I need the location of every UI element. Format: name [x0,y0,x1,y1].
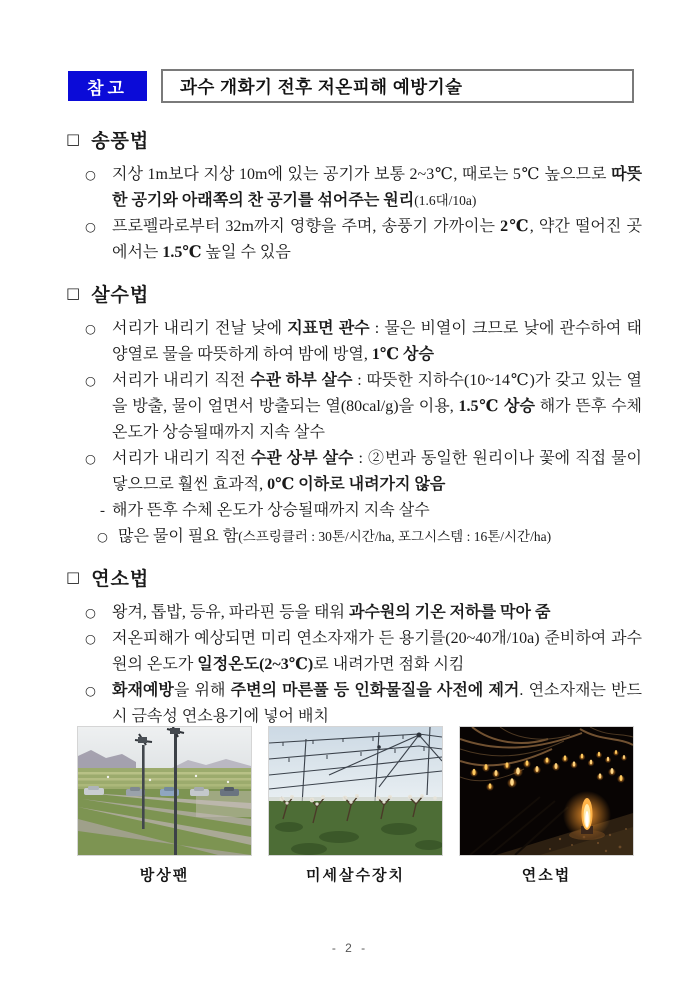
text-run: 2℃ [500,218,530,235]
list-item [66,524,642,550]
list-item [66,498,642,524]
photo-frost-fan [78,727,251,885]
section-header-sprinkling-method [66,280,642,307]
text-run: 지표면 관수 [287,320,370,337]
photo-caption: 미세살수장치 [306,867,405,884]
page-title: 과수 개화기 전후 저온피해 예방기술 [161,69,634,103]
bullet-circle-icon: ○ [85,631,96,646]
text-run: 수관 하부 살수 [250,372,353,389]
document-header [68,69,634,103]
photo-caption: 방상팬 [139,867,190,884]
document-body [66,120,642,730]
bullet-text [112,604,550,621]
list-item [66,368,642,446]
text-run: 따뜻한 공기와 아래쪽의 찬 공기를 섞어주는 원리 [112,166,642,209]
photo-caption: 연소법 [521,867,572,884]
text-run: 높일 수 있음 [201,244,291,261]
text-run: : 따뜻한 지하수(10~14℃)가 갖고 있는 열을 방출, 물이 얼면서 방출되는 열(80cal/g)을 이용, [112,372,642,415]
reference-badge: 참고 [68,71,147,101]
text-run: 프로펠라로부터 32m까지 영향을 주며, 송풍기 가까이는 [112,218,501,235]
section-square-icon: □ [66,568,81,586]
bullet-text [112,372,642,441]
section-square-icon: □ [66,130,81,148]
bullet-circle-icon: ○ [97,529,108,544]
text-run: 수관 상부 살수 [250,450,354,467]
bullet-text [112,682,642,725]
bullet-text [112,218,642,261]
text-run: : 물은 비열이 크므로 낮에 관수하여 태양열로 물을 따뜻하게 하여 밤에 방열, [112,320,642,363]
photo-burning [460,727,633,885]
list-item [66,446,642,498]
bullet-text [112,502,430,519]
text-run: 지상 1m보다 지상 10m에 있는 공기가 보통 2~3℃, 때로는 5℃ 높으므로 [112,166,612,183]
bullet-text [112,450,642,493]
bullet-circle-icon: ○ [85,321,96,336]
text-run: 서리가 내리기 직전 [112,372,251,389]
bullet-circle-icon: ○ [85,451,96,466]
text-run: . 연소자재는 반드시 금속성 연소용기에 넣어 배치 [112,682,642,725]
section-header-wind-method [66,126,642,153]
text-run: : ②번과 동일한 원리이나 꽃에 직접 물이 닿으므로 훨씬 효과적, [112,450,642,493]
section-title: 연소법 [91,569,150,590]
list-item [66,214,642,266]
bullet-text [118,528,551,545]
frost-fan-photo-image [78,727,251,855]
bullet-text [112,320,642,363]
bullet-circle-icon: ○ [85,373,96,388]
text-run: 주변의 마른풀 등 인화물질을 사전에 제거 [230,682,520,699]
list-item [66,678,642,730]
text-run: 일정온도(2~3℃) [197,656,314,673]
section-header-burning-method [66,564,642,591]
photo-strip [78,727,633,885]
text-run: 로 내려가면 점화 시킴 [313,656,465,673]
text-run: 많은 물이 필요 함 [118,528,239,545]
section-title: 송풍법 [91,131,150,152]
text-run: 을 위해 [173,682,231,699]
section-square-icon: □ [66,284,81,302]
bullet-circle-icon: ○ [85,219,96,234]
list-item [66,626,642,678]
text-run: (1.6대/10a) [414,193,477,208]
text-run: , 약간 떨어진 곳에서는 [112,218,642,261]
bullet-circle-icon: ○ [85,605,96,620]
burning-method-photo-image [460,727,633,855]
dash-icon: - [100,503,105,519]
section-title: 살수법 [91,285,150,306]
text-run: 해가 뜬후 수체 온도가 상승될때까지 지속 살수 [112,502,430,519]
text-run: (스프링클러 : 30톤/시간/ha, 포그시스템 : 16톤/시간/ha) [238,529,552,544]
bullet-circle-icon: ○ [85,167,96,182]
list-item [66,162,642,214]
text-run: 1.5℃ 상승 [458,398,535,415]
bullet-circle-icon: ○ [85,683,96,698]
text-run: 왕겨, 톱밥, 등유, 파라핀 등을 태워 [112,604,349,621]
text-run: 과수원의 기온 저하를 막아 줌 [348,604,551,621]
text-run: 저온피해가 예상되면 미리 연소자재가 든 용기를(20~40개/10a) 준비하여 과수원의 온도가 [112,630,642,673]
text-run: 화재예방 [112,682,174,699]
page-number: - 2 - [331,941,369,955]
list-item [66,316,642,368]
text-run: 1℃ 상승 [371,346,434,363]
bullet-text [112,166,642,209]
bullet-text [112,630,642,673]
text-run: 서리가 내리기 직전 [112,450,251,467]
text-run: 0℃ 이하로 내려가지 않음 [267,476,446,493]
text-run: 서리가 내리기 전날 낮에 [112,320,288,337]
photo-micro-sprinkler [269,727,442,885]
text-run: 1.5℃ [162,244,202,261]
list-item [66,600,642,626]
micro-sprinkler-photo-image [269,727,442,855]
text-run: 해가 뜬후 수체 온도가 상승될때까지 지속 살수 [112,398,642,441]
